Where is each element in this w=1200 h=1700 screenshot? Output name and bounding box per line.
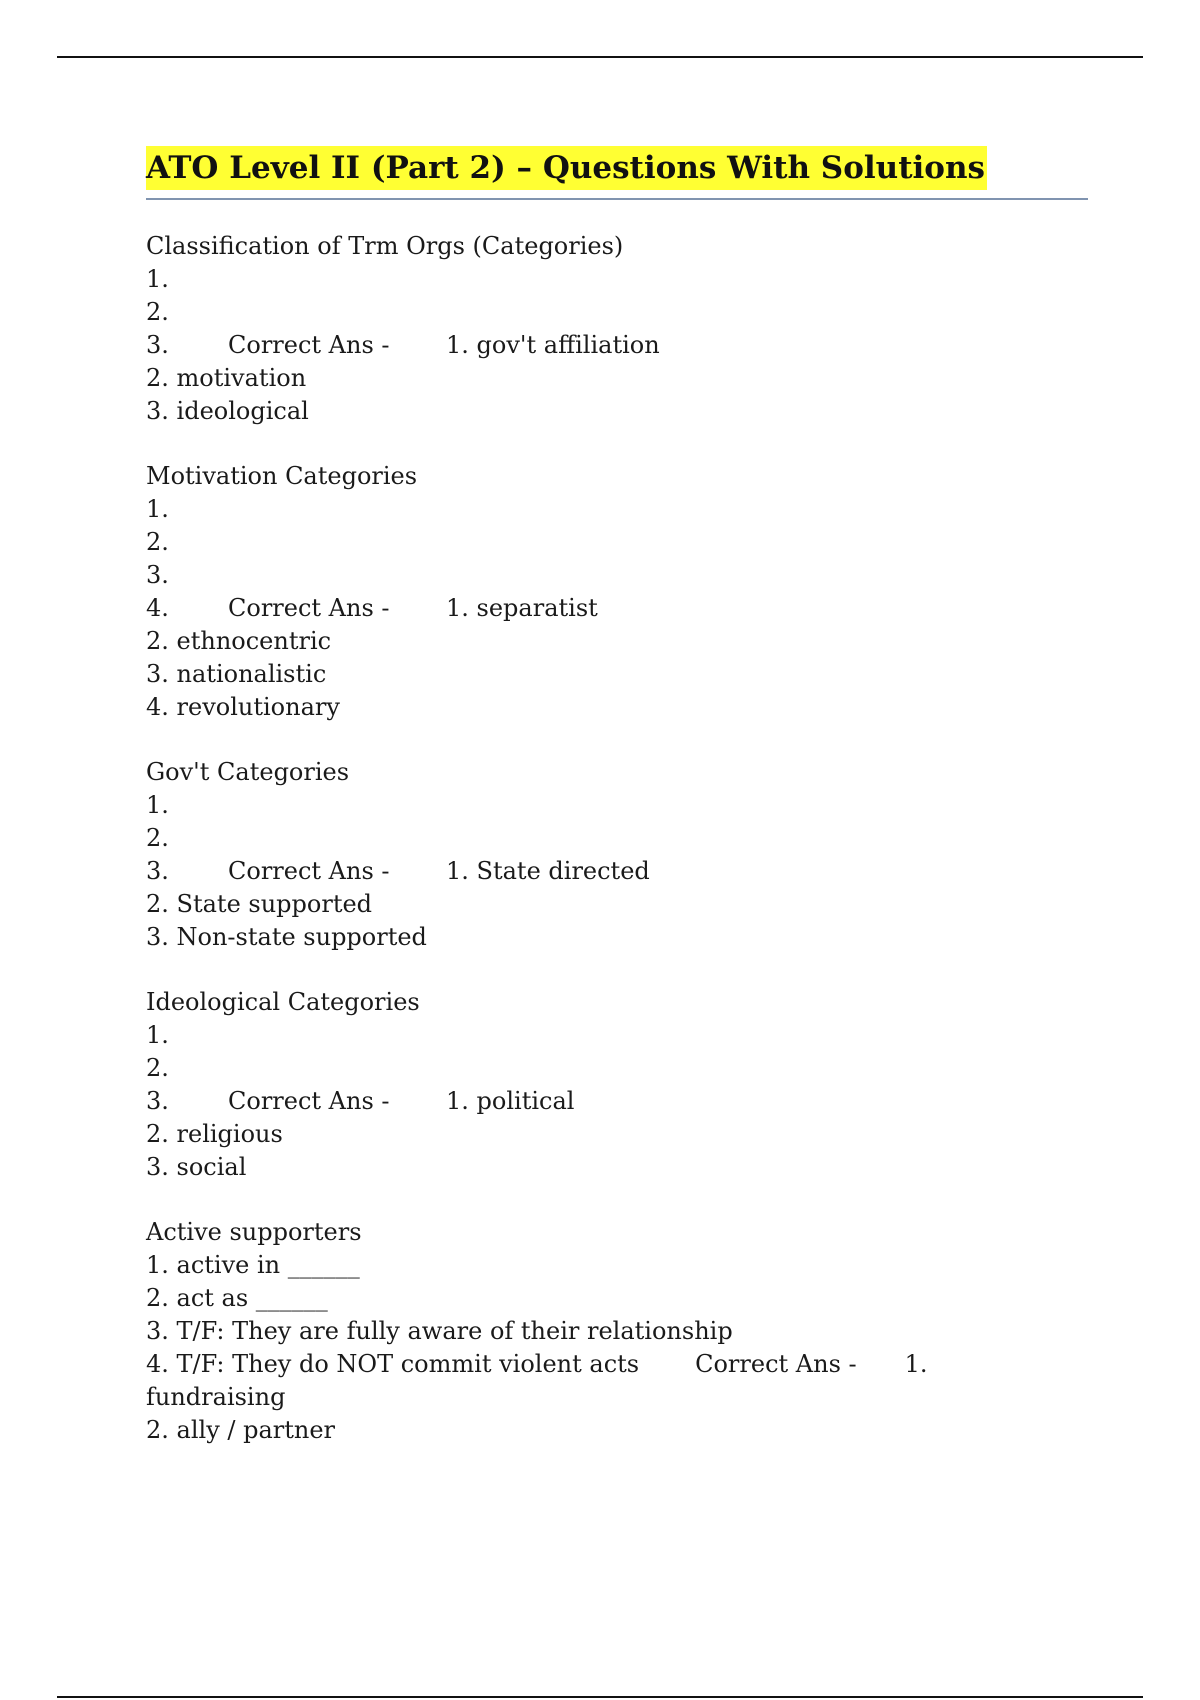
answer-item: 3. social bbox=[146, 1153, 247, 1181]
question-text: Ideological Categories bbox=[146, 988, 420, 1016]
list-number: 1. bbox=[146, 791, 169, 819]
question-block bbox=[146, 230, 1088, 428]
list-number: 3. bbox=[146, 561, 169, 589]
answer-line bbox=[146, 1085, 1088, 1118]
answer-item: 2. religious bbox=[146, 1120, 283, 1148]
list-number: 3. bbox=[146, 331, 169, 359]
question-item: 2. act as ______ bbox=[146, 1284, 328, 1312]
answer-line bbox=[146, 855, 1088, 888]
answer-item: 1. separatist bbox=[446, 594, 598, 622]
answer-item: 2. ally / partner bbox=[146, 1416, 336, 1444]
answer-item: fundraising bbox=[146, 1383, 286, 1411]
correct-answer-label: Correct Ans - bbox=[695, 1350, 857, 1378]
question-block bbox=[146, 756, 1088, 954]
answer-item: 1. gov't affiliation bbox=[446, 331, 660, 359]
answer-item: 3. Non-state supported bbox=[146, 923, 427, 951]
answer-item: 2. motivation bbox=[146, 364, 307, 392]
list-number: 1. bbox=[146, 265, 169, 293]
correct-answer-label: Correct Ans - bbox=[228, 1087, 390, 1115]
question-block bbox=[146, 460, 1088, 724]
answer-line bbox=[146, 329, 1088, 362]
question-item: 4. T/F: They do NOT commit violent acts bbox=[146, 1350, 640, 1378]
question-text: Classification of Trm Orgs (Categories) bbox=[146, 232, 624, 260]
page-top-rule bbox=[57, 56, 1143, 58]
document-body bbox=[146, 146, 1088, 1447]
list-number: 2. bbox=[146, 1054, 169, 1082]
page-title: ATO Level II (Part 2) – Questions With Solutions bbox=[146, 146, 987, 190]
question-item: 3. T/F: They are fully aware of their relationship bbox=[146, 1317, 733, 1345]
question-block bbox=[146, 1216, 1088, 1447]
correct-answer-label: Correct Ans - bbox=[228, 594, 390, 622]
list-number: 1. bbox=[146, 1021, 169, 1049]
list-number: 2. bbox=[146, 298, 169, 326]
list-number: 3. bbox=[146, 1087, 169, 1115]
answer-item: 1. State directed bbox=[446, 857, 650, 885]
answer-item: 4. revolutionary bbox=[146, 693, 340, 721]
question-text: Active supporters bbox=[146, 1218, 362, 1246]
question-block bbox=[146, 986, 1088, 1184]
list-number: 3. bbox=[146, 857, 169, 885]
answer-line bbox=[146, 1348, 1088, 1381]
answer-line bbox=[146, 592, 1088, 625]
list-number: 2. bbox=[146, 824, 169, 852]
question-item: 1. active in ______ bbox=[146, 1251, 360, 1279]
answer-item: 3. nationalistic bbox=[146, 660, 327, 688]
correct-answer-label: Correct Ans - bbox=[228, 331, 390, 359]
list-number: 2. bbox=[146, 528, 169, 556]
answer-item: 3. ideological bbox=[146, 397, 309, 425]
question-text: Motivation Categories bbox=[146, 462, 418, 490]
correct-answer-label: Correct Ans - bbox=[228, 857, 390, 885]
answer-item: 1. political bbox=[446, 1087, 575, 1115]
title-section bbox=[146, 146, 1088, 200]
list-number: 1. bbox=[146, 495, 169, 523]
answer-number: 1. bbox=[904, 1350, 928, 1378]
question-text: Gov't Categories bbox=[146, 758, 350, 786]
answer-item: 2. State supported bbox=[146, 890, 373, 918]
page-bottom-rule bbox=[57, 1696, 1143, 1698]
answer-item: 2. ethnocentric bbox=[146, 627, 332, 655]
list-number: 4. bbox=[146, 594, 169, 622]
